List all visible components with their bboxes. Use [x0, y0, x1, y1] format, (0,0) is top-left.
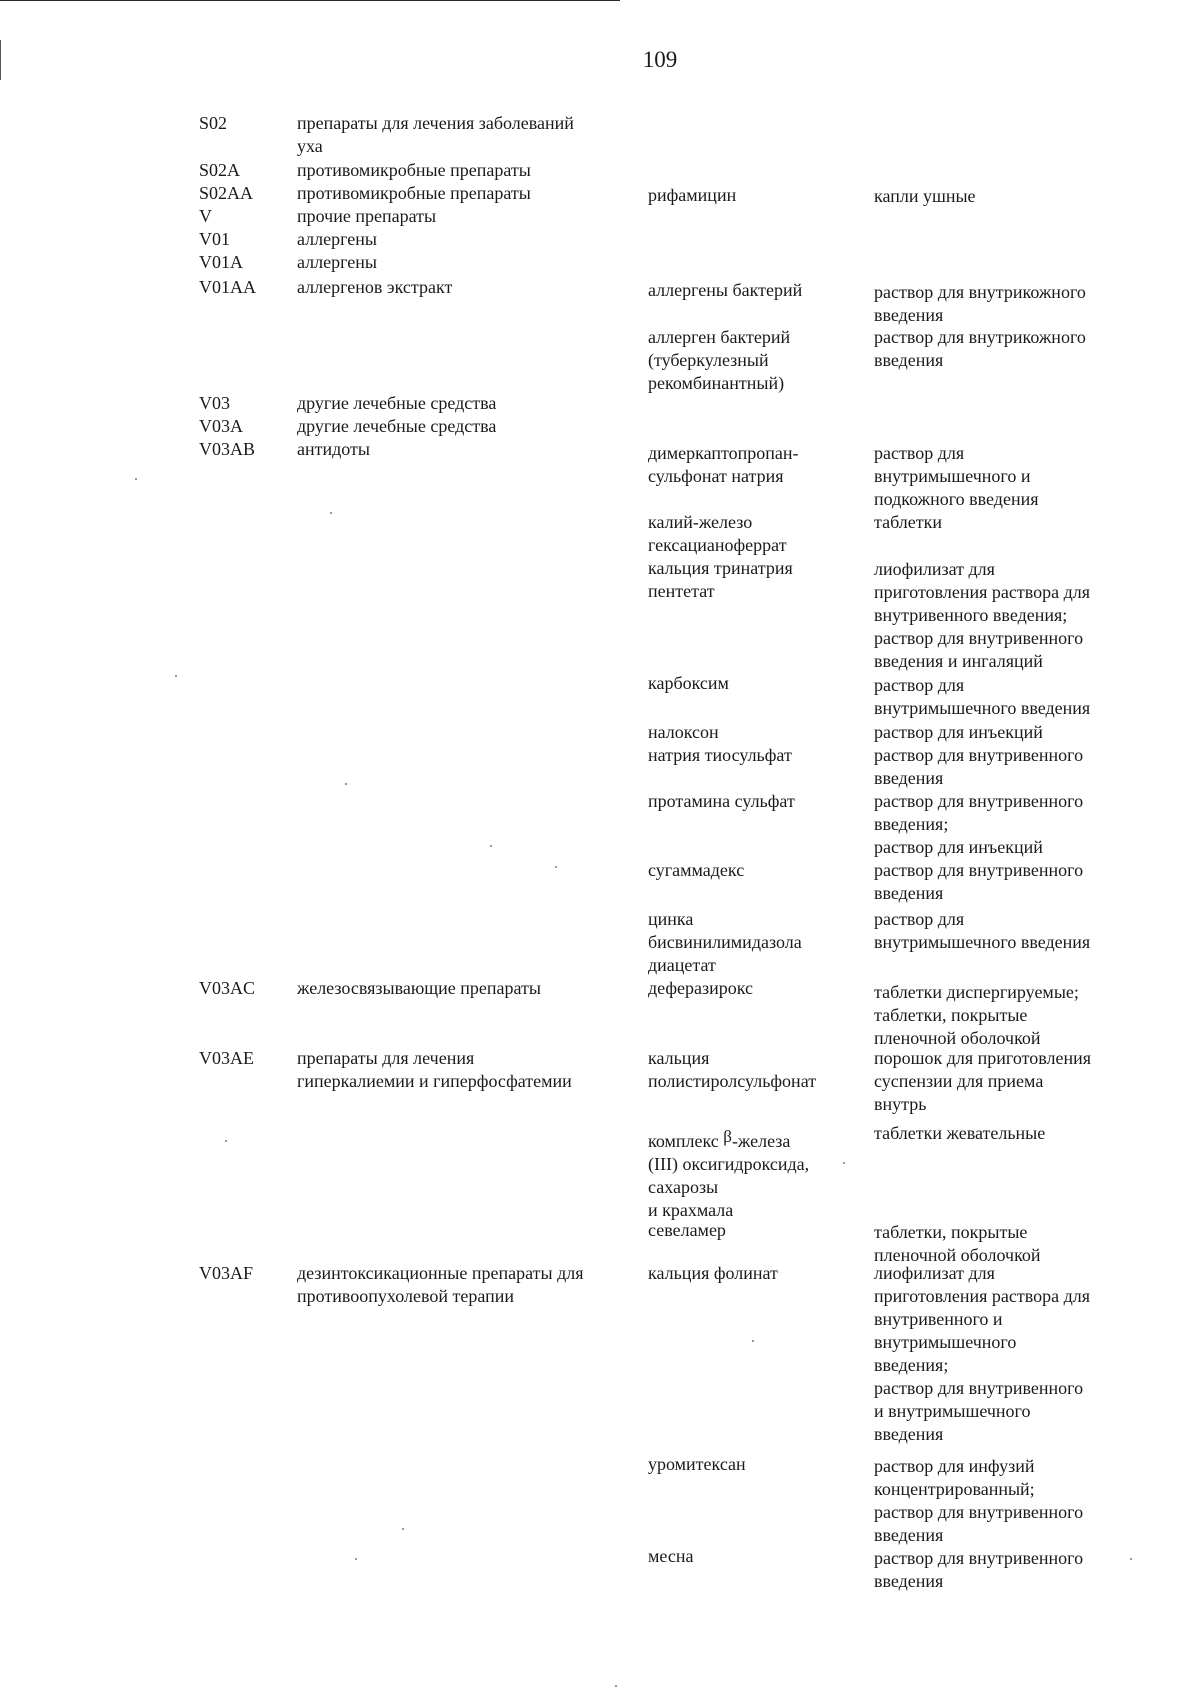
atc-group: другие лечебные средства — [297, 393, 497, 413]
drug-name — [648, 1125, 878, 1222]
dosage-form: раствор для внутримышечного введения — [874, 909, 1091, 952]
scan-speck — [615, 1685, 617, 1687]
atc-code: V03AF — [199, 1263, 254, 1283]
scan-top-border — [0, 0, 620, 1]
atc-group: прочие препараты — [297, 206, 437, 226]
drug-name: сугаммадекс — [648, 860, 745, 880]
drug-name: димеркаптопропан- сульфонат натрия — [648, 443, 799, 486]
scan-speck — [225, 1140, 227, 1142]
atc-group: препараты для лечения заболеваний уха — [297, 113, 574, 156]
atc-code: V01A — [199, 252, 243, 272]
dosage-form: раствор для внутривенного введения — [874, 860, 1084, 903]
atc-group: дезинтоксикационные препараты для противоопухолевой терапии — [297, 1263, 584, 1306]
atc-code: V03A — [199, 416, 243, 436]
dosage-form: раствор для внутривенного введения — [874, 1548, 1084, 1591]
dosage-form: раствор для внутривенного введения; раствор для инъекций — [874, 791, 1084, 857]
drug-name: кальция тринатрия пентетат — [648, 558, 793, 601]
drug-name-prefix: комплекс — [648, 1131, 724, 1151]
atc-code: V03 — [199, 393, 230, 413]
drug-name: месна — [648, 1546, 694, 1566]
atc-group: препараты для лечения гиперкалиемии и гиперфосфатемии — [297, 1048, 572, 1091]
scan-speck — [175, 675, 177, 677]
drug-name: кальция полистиролсульфонат — [648, 1048, 817, 1091]
dosage-form: капли ушные — [874, 186, 976, 206]
atc-code: V03AC — [199, 978, 256, 998]
drug-name: деферазирокс — [648, 978, 754, 998]
atc-code: S02 — [199, 113, 228, 133]
dosage-form: лиофилизат для приготовления раствора для внутривенного введения; раствор для внутривенного введения и ингаляций — [874, 559, 1090, 671]
dosage-form: таблетки диспергируемые; таблетки, покрытые пленочной оболочкой — [874, 982, 1079, 1048]
drug-name: калий-железо гексацианоферрат — [648, 512, 787, 555]
drug-name-rest: -железа (III) оксигидроксида, сахарозы и крахмала — [648, 1131, 810, 1220]
drug-name: цинка бисвинилимидазола диацетат — [648, 909, 802, 975]
atc-code: V03AE — [199, 1048, 254, 1068]
drug-name: севеламер — [648, 1220, 726, 1240]
atc-group: железосвязывающие препараты — [297, 978, 541, 998]
drug-name: уромитексан — [648, 1454, 746, 1474]
scan-speck — [843, 1162, 845, 1164]
scan-speck — [1130, 1558, 1132, 1560]
page-number: 109 — [642, 47, 678, 72]
drug-name: натрия тиосульфат — [648, 745, 792, 765]
dosage-form: раствор для инъекций — [874, 722, 1043, 742]
atc-code: V01 — [199, 229, 230, 249]
scan-speck — [555, 866, 557, 868]
dosage-form: таблетки, покрытые пленочной оболочкой — [874, 1222, 1041, 1265]
atc-code: V01AA — [199, 277, 256, 297]
atc-group: аллергены — [297, 229, 377, 249]
atc-group: аллергенов экстракт — [297, 277, 453, 297]
dosage-form: порошок для приготовления суспензии для приема внутрь — [874, 1048, 1092, 1114]
atc-group: противомикробные препараты — [297, 160, 531, 180]
atc-code: S02AA — [199, 183, 254, 203]
dosage-form: таблетки жевательные — [874, 1123, 1046, 1143]
scan-speck — [752, 1340, 754, 1342]
scan-speck — [345, 783, 347, 785]
scan-speck — [490, 845, 492, 847]
atc-group: противомикробные препараты — [297, 183, 531, 203]
drug-name: рифамицин — [648, 185, 737, 205]
atc-group: аллергены — [297, 252, 377, 272]
drug-name: налоксон — [648, 722, 719, 742]
scan-speck — [402, 1528, 404, 1530]
dosage-form: раствор для внутривенного введения — [874, 745, 1084, 788]
atc-group: другие лечебные средства — [297, 416, 497, 436]
atc-group: антидоты — [297, 439, 371, 459]
drug-name: кальция фолинат — [648, 1263, 778, 1283]
drug-name: протамина сульфат — [648, 791, 795, 811]
dosage-form: раствор для внутрикожного введения — [874, 327, 1086, 370]
beta-symbol: β — [723, 1127, 732, 1146]
dosage-form: лиофилизат для приготовления раствора для внутривенного и внутримышечного введения; раствор для внутривенного и внутримышечного введения — [874, 1263, 1090, 1444]
drug-name: аллергены бактерий — [648, 280, 803, 300]
scan-speck — [330, 512, 332, 514]
drug-name: карбоксим — [648, 673, 729, 693]
atc-code: V03AB — [199, 439, 256, 459]
dosage-form: раствор для внутрикожного введения — [874, 282, 1086, 325]
dosage-form: раствор для внутримышечного и подкожного введения — [874, 443, 1039, 509]
scan-speck — [135, 478, 137, 480]
scan-speck — [355, 1558, 357, 1560]
atc-code: S02A — [199, 160, 241, 180]
drug-name: аллерген бактерий (туберкулезный рекомбинантный) — [648, 327, 791, 393]
atc-code: V — [199, 206, 212, 226]
dosage-form: таблетки — [874, 512, 943, 532]
dosage-form: раствор для внутримышечного введения — [874, 675, 1091, 718]
dosage-form: раствор для инфузий концентрированный; раствор для внутривенного введения — [874, 1456, 1084, 1545]
